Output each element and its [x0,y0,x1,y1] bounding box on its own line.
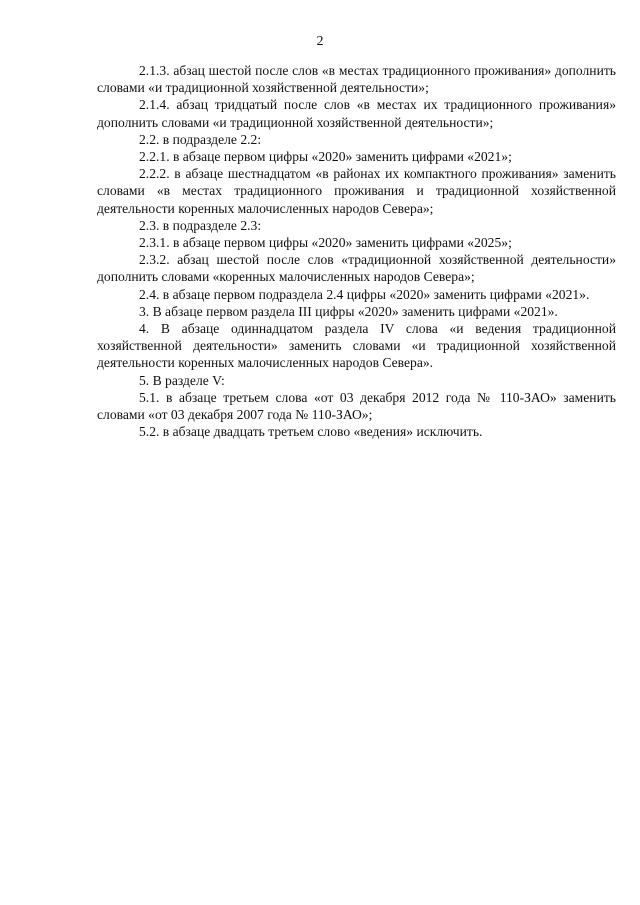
document-body [97,62,616,440]
paragraph-4: 4. В абзаце одиннадцатом раздела IV слова «и ведения традиционной хозяйственной деятельности» заменить словами «и традиционной хозяйственной деятельности коренных малочисленных народов Севера». [97,321,616,371]
paragraph-2-3: 2.3. в подразделе 2.3: [139,217,262,233]
paragraph-2-3-2: 2.3.2. абзац шестой после слов «традиционной хозяйственной деятельности» дополнить словами «коренных малочисленных народов Севера»; [97,252,616,285]
paragraph-5-2: 5.2. в абзаце двадцать третьем слово «ведения» исключить. [139,424,483,440]
page-number: 2 [316,34,324,49]
paragraph-2-3-1: 2.3.1. в абзаце первом цифры «2020» заменить цифрами «2025»; [139,235,512,251]
paragraph-2-1-3: 2.1.3. абзац шестой после слов «в местах традиционного проживания» дополнить словами «и традиционной хозяйственной деятельности»; [97,63,616,96]
paragraph-5: 5. В разделе V: [139,372,225,388]
paragraph-5-1: 5.1. в абзаце третьем слова «от 03 декабря 2012 года № 110-ЗАО» заменить словами «от 03 декабря 2007 года № 110-ЗАО»; [97,389,616,423]
paragraph-2-1-4: 2.1.4. абзац тридцатый после слов «в местах их традиционного проживания» дополнить словами «и традиционной хозяйственной деятельности»; [97,97,616,130]
paragraph-2-2-1: 2.2.1. в абзаце первом цифры «2020» заменить цифрами «2021»; [139,149,512,165]
paragraph-2-2: 2.2. в подразделе 2.2: [139,131,262,147]
paragraph-2-2-2: 2.2.2. в абзаце шестнадцатом «в районах их компактного проживания» заменить словами «в местах традиционного проживания и традиционной хозяйственной деятельности коренных малочисленных народов Севера»; [97,166,616,216]
paragraph-2-4: 2.4. в абзаце первом подраздела 2.4 цифры «2020» заменить цифрами «2021». [139,286,590,302]
paragraph-3: 3. В абзаце первом раздела III цифры «2020» заменить цифрами «2021». [139,303,558,319]
